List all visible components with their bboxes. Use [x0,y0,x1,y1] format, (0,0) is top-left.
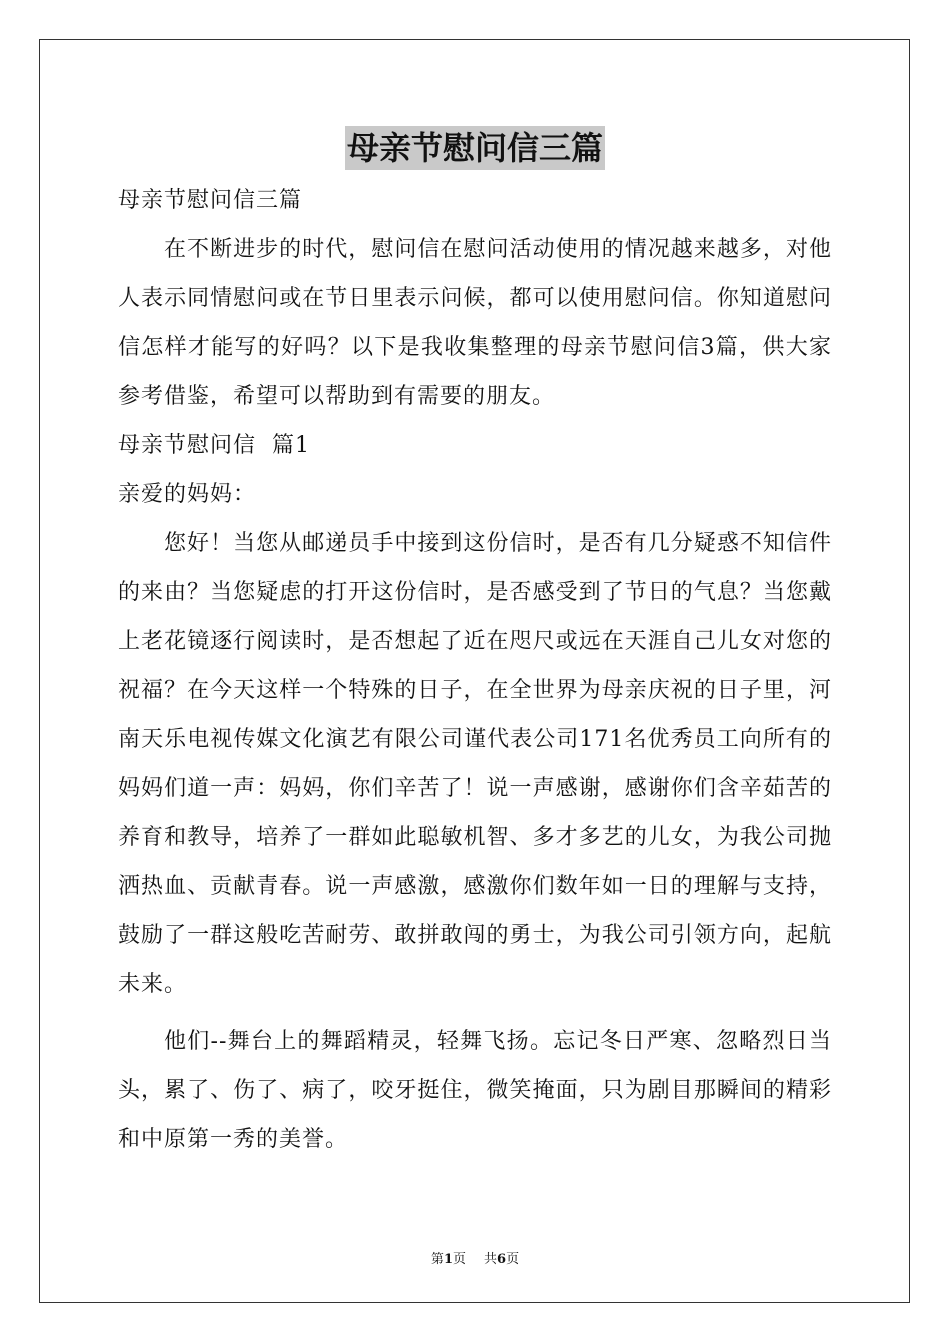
total-prefix: 共 [484,1252,498,1267]
page-current: 1 [443,1252,453,1267]
page-footer [0,1248,950,1267]
title-wrap [0,126,950,170]
document-title: 母亲节慰问信三篇 [345,126,605,170]
paragraph-gap [118,1009,832,1017]
intro-paragraph: 在不断进步的时代，慰问信在慰问活动使用的情况越来越多，对他人表示同情慰问或在节日里表示问候，都可以使用慰问信。你知道慰问信怎样才能写的好吗？以下是我收集整理的母亲节慰问信3篇，供大家参考借鉴，希望可以帮助到有需要的朋友。 [118,237,832,409]
letter-paragraph-1: 您好！当您从邮递员手中接到这份信时，是否有几分疑惑不知信件的来由？当您疑虑的打开这份信时，是否感受到了节日的气息？当您戴上老花镜逐行阅读时，是否想起了近在咫尺或远在天涯自己儿女对您的祝福？在今天这样一个特殊的日子，在全世界为母亲庆祝的日子里，河南天乐电视传媒文化演艺有限公司谨代表公司171名优秀员工向所有的妈妈们道一声：妈妈，你们辛苦了！说一声感谢，感谢你们含辛茹苦的养育和教导，培养了一群如此聪敏机智、多才多艺的儿女，为我公司抛洒热血、贡献青春。说一声感激，感激你们数年如一日的理解与支持，鼓励了一群这般吃苦耐劳、敢拼敢闯的勇士，为我公司引领方向，起航未来。 [118,531,832,997]
document-body [118,176,832,1164]
document-subtitle: 母亲节慰问信三篇 [118,188,303,213]
section-heading: 母亲节慰问信 篇1 [118,433,310,458]
letter-paragraph-2: 他们--舞台上的舞蹈精灵，轻舞飞扬。忘记冬日严寒、忽略烈日当头，累了、伤了、病了，咬牙挺住，微笑掩面，只为剧目那瞬间的精彩和中原第一秀的美誉。 [118,1029,832,1152]
salutation: 亲爱的妈妈： [118,482,257,507]
page-prefix: 第 [430,1252,444,1267]
page-suffix: 页 [452,1252,466,1267]
page-total: 6 [497,1252,507,1267]
total-suffix: 页 [506,1252,520,1267]
